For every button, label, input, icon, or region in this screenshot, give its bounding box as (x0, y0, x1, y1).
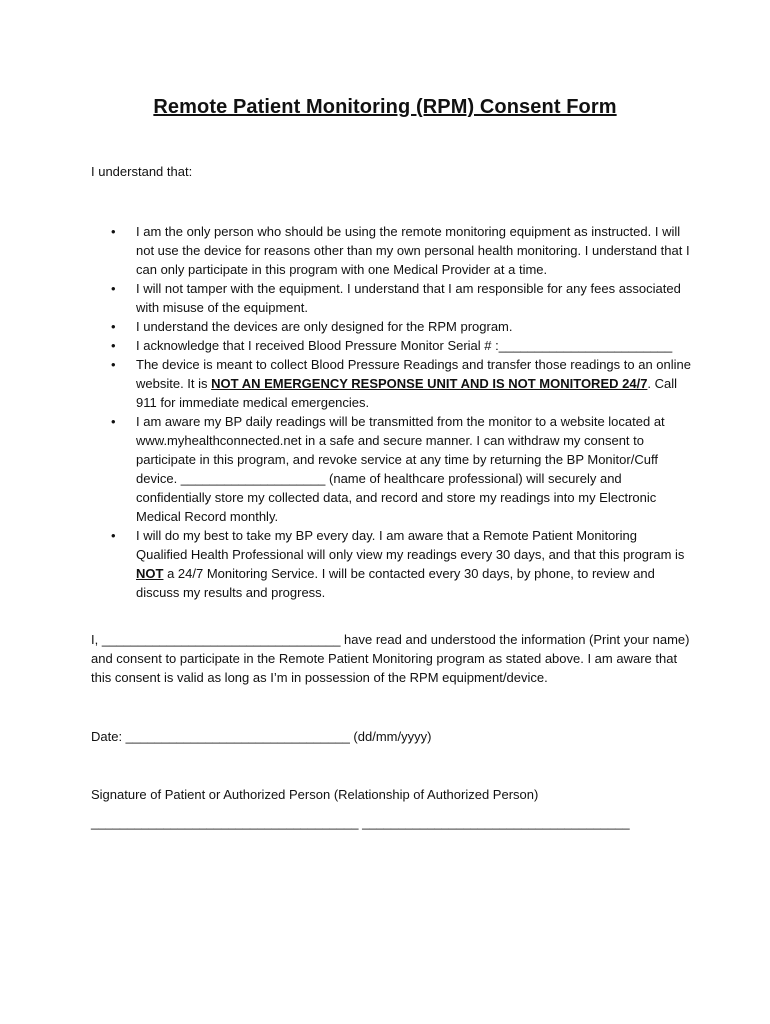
form-title: Remote Patient Monitoring (RPM) Consent Form (153, 96, 617, 118)
bullet-icon: • (111, 338, 116, 353)
intro-text: I understand that: (91, 164, 193, 179)
term-item-daily-readings (91, 526, 691, 602)
date-field-line: Date: _______________________________ (dd/mm/yyyy) (91, 729, 432, 744)
term-text: I will not tamper with the equipment. I understand that I am responsible for any fees associated with misuse of the equipment. (136, 281, 681, 315)
term-text: I am aware my BP daily readings will be transmitted from the monitor to a website located at www.myhealthconnected.net in a safe and secure manner. I can withdraw my consent to participate in this program, and revoke service at any time by returning the BP Monitor/Cuff device. ____________________ (name of healthcare professional) will securely and confidentially store my collected data, and record and store my readings into my Electronic Medical Record monthly. (136, 414, 665, 524)
term-item-no-tamper (91, 279, 691, 317)
term-emphasis: NOT AN EMERGENCY RESPONSE UNIT AND IS NOT MONITORED 24/7 (211, 376, 648, 391)
term-item-data-transmission (91, 412, 691, 526)
signature-lines: _____________________________________ _____________________________________ (91, 815, 630, 830)
bullet-icon: • (111, 357, 116, 372)
consent-statement: I, _________________________________ have read and understood the information (Print your name) and consent to participate in the Remote Patient Monitoring program as stated above. I am aware that this consent is valid as long as I’m in possession of the RPM equipment/device. (91, 632, 690, 685)
bullet-icon: • (111, 528, 116, 543)
bullet-icon: • (111, 319, 116, 334)
term-item-single-user (91, 222, 691, 279)
term-text-after: a 24/7 Monitoring Service. I will be contacted every 30 days, by phone, to review and discuss my results and progress. (136, 566, 655, 600)
terms-list (91, 222, 691, 602)
bullet-icon: • (111, 414, 116, 429)
signature-label: Signature of Patient or Authorized Person (Relationship of Authorized Person) (91, 787, 539, 802)
term-text-before: I will do my best to take my BP every day. I am aware that a Remote Patient Monitoring Qualified Health Professional will only view my readings every 30 days, and that this program is (136, 528, 685, 562)
term-item-not-emergency (91, 355, 691, 412)
term-emphasis: NOT (136, 566, 164, 581)
term-text: I understand the devices are only designed for the RPM program. (136, 319, 513, 334)
bullet-icon: • (111, 281, 116, 296)
bullet-icon: • (111, 224, 116, 239)
term-text: I acknowledge that I received Blood Pressure Monitor Serial # :________________________ (136, 338, 673, 353)
term-text: I am the only person who should be using the remote monitoring equipment as instructed. I will not use the device for reasons other than my own personal health monitoring. I understand that I can only participate in this program with one Medical Provider at a time. (136, 224, 690, 277)
term-text-before: The device is meant to collect Blood Pressure Readings and transfer those readings to an online website. It is (136, 357, 691, 391)
term-text-after: . Call 911 for immediate medical emergencies. (136, 376, 678, 410)
term-item-rpm-only (91, 317, 691, 336)
term-item-serial-number (91, 336, 691, 355)
